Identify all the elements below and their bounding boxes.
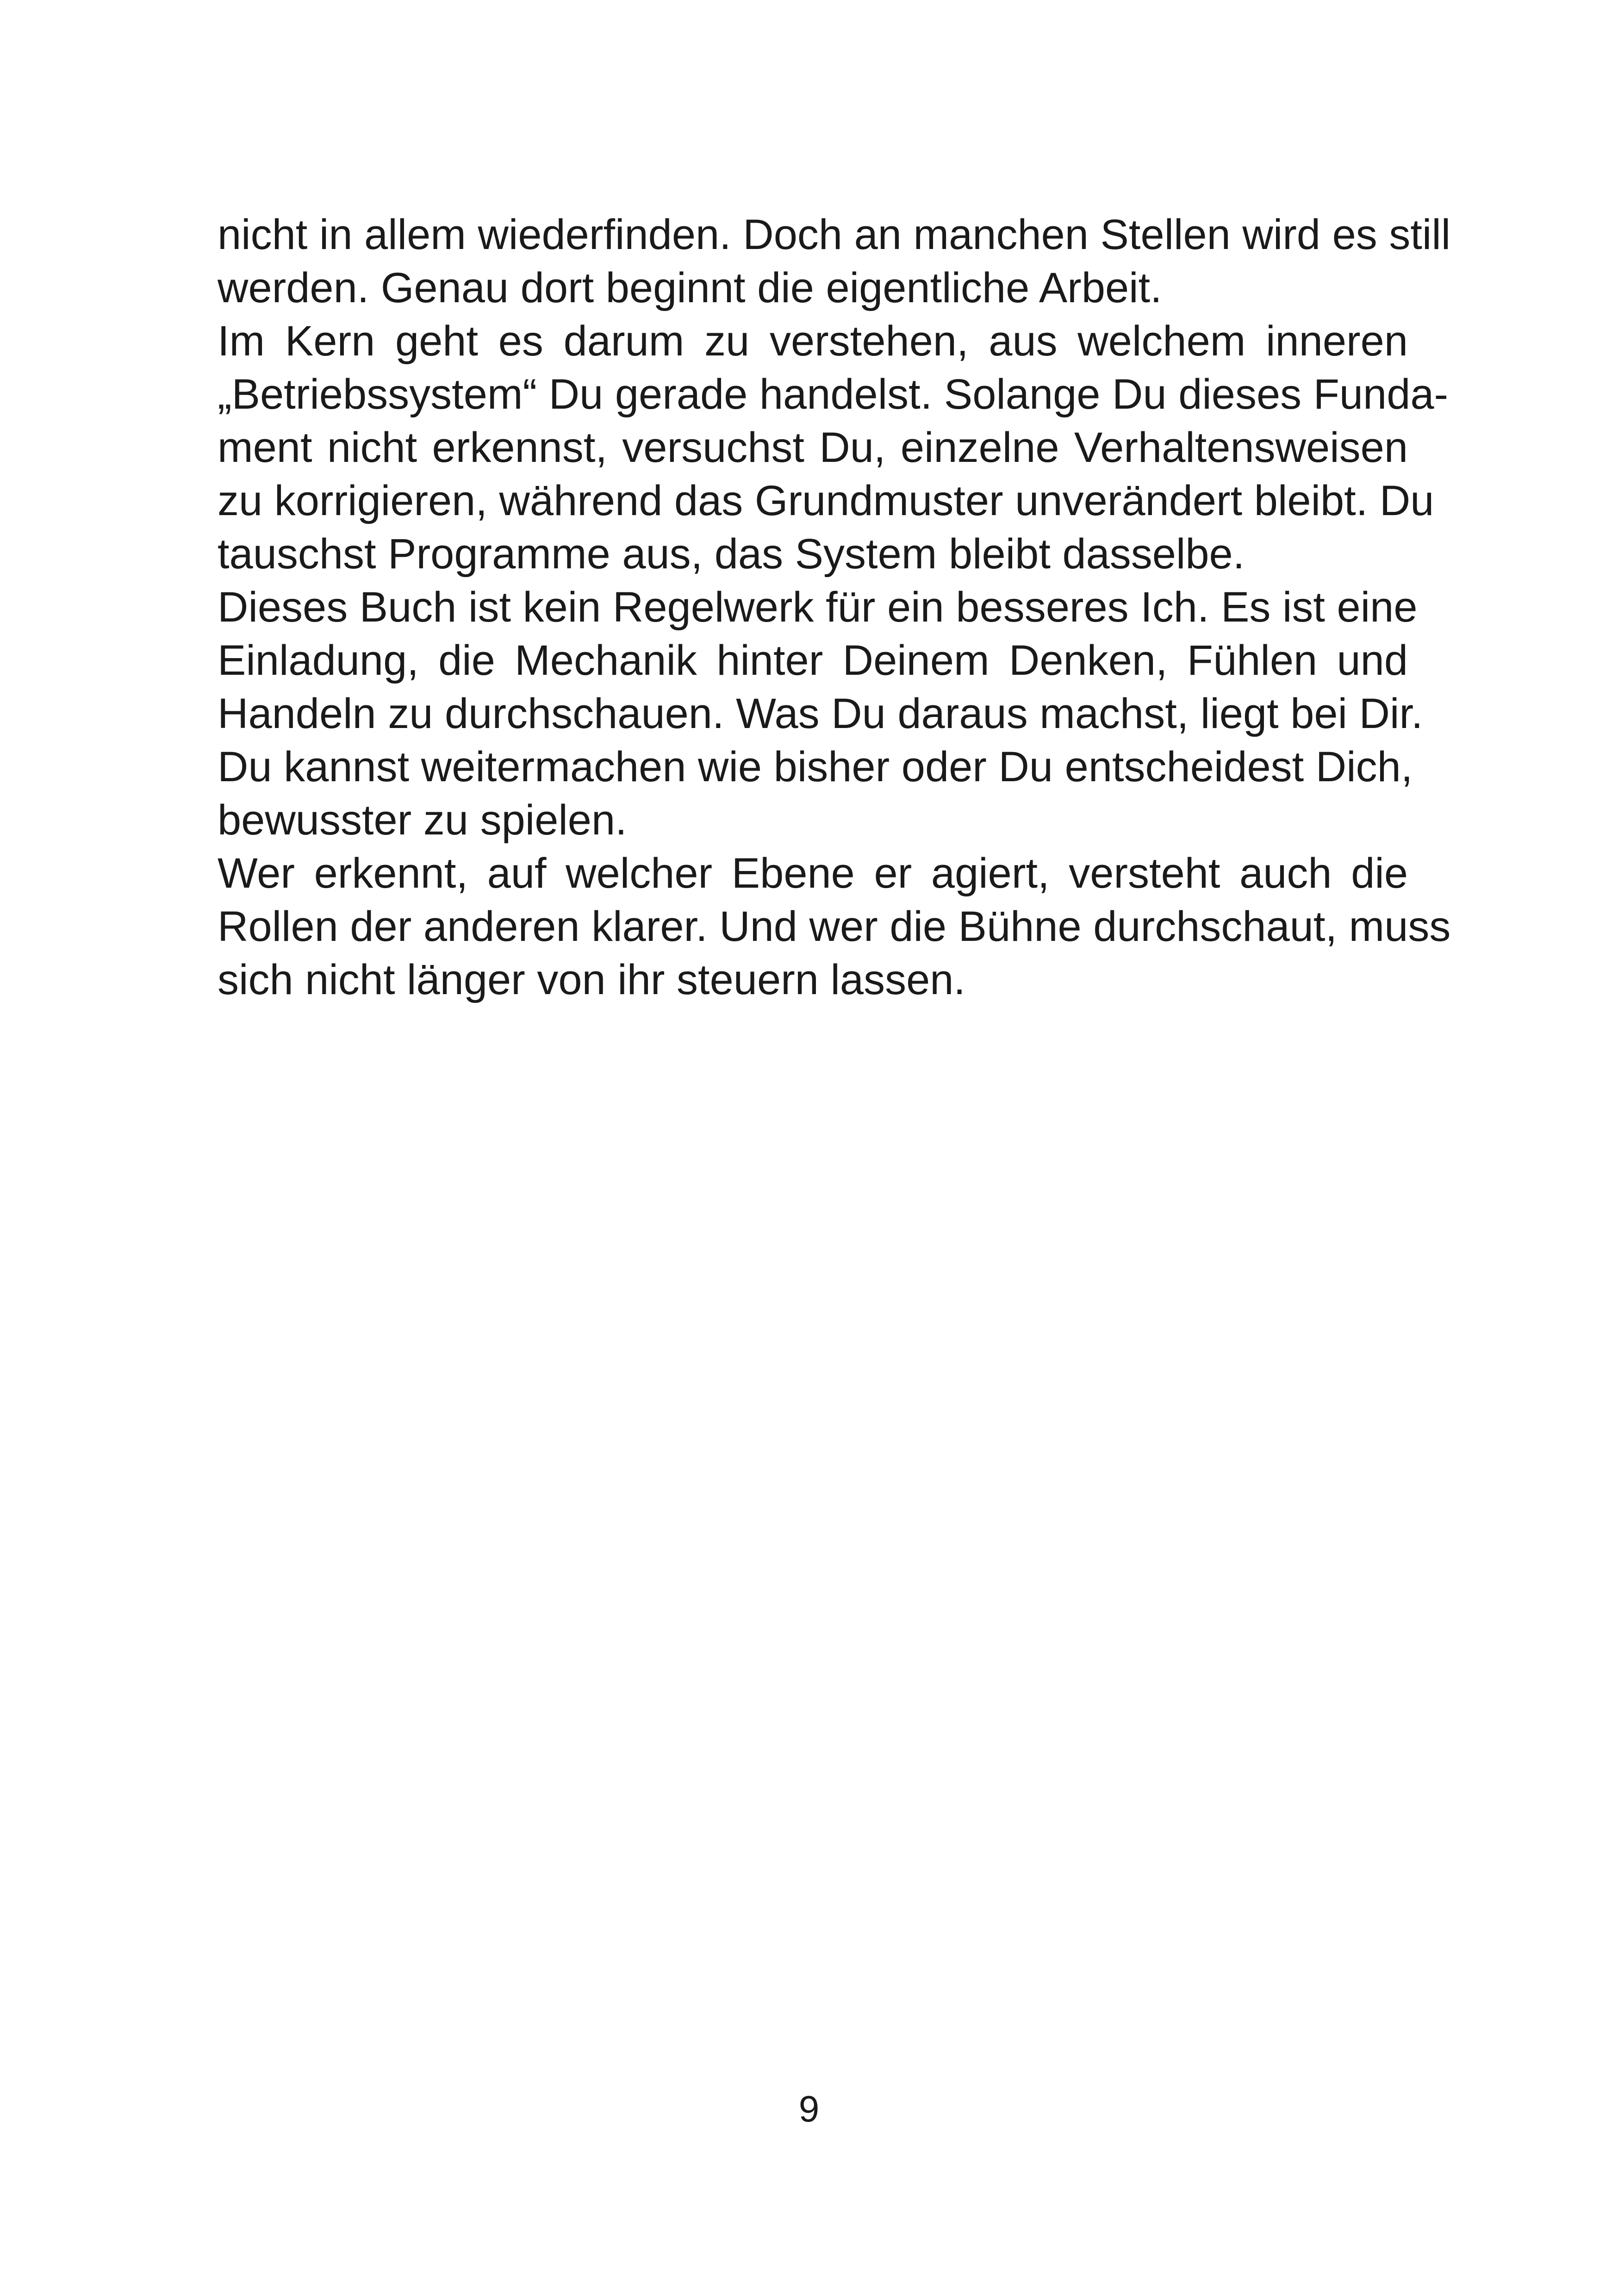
text-line: Handeln zu durchschauen. Was Du daraus machst, liegt bei Dir. [218, 690, 1423, 737]
text-line: Im Kern geht es darum zu verstehen, aus welchem inneren [218, 317, 1408, 365]
text-line: tauschst Programme aus, das System bleibt dasselbe. [218, 530, 1245, 578]
text-line: Wer erkennt, auf welcher Ebene er agiert, versteht auch die [218, 850, 1408, 897]
page-number: 9 [798, 2088, 820, 2129]
text-line: „Betriebssystem“ Du gerade handelst. Solange Du dieses Funda- [218, 371, 1449, 418]
text-line: Einladung, die Mechanik hinter Deinem Denken, Fühlen und [218, 637, 1408, 684]
text-line: Rollen der anderen klarer. Und wer die Bühne durchschaut, muss [218, 903, 1451, 950]
text-line: werden. Genau dort beginnt die eigentliche Arbeit. [218, 264, 1162, 311]
text-line: nicht in allem wiederfinden. Doch an manchen Stellen wird es still [218, 211, 1451, 258]
body-text [218, 208, 1451, 1007]
text-line: Dieses Buch ist kein Regelwerk für ein besseres Ich. Es ist eine [218, 584, 1418, 631]
text-line: ment nicht erkennst, versuchst Du, einzelne Verhaltensweisen [218, 424, 1408, 471]
text-line: Du kannst weitermachen wie bisher oder Du entscheidest Dich, [218, 743, 1413, 790]
text-line: bewusster zu spielen. [218, 796, 627, 844]
text-line: zu korrigieren, während das Grundmuster unverändert bleibt. Du [218, 477, 1434, 524]
text-line: sich nicht länger von ihr steuern lassen. [218, 956, 965, 1003]
